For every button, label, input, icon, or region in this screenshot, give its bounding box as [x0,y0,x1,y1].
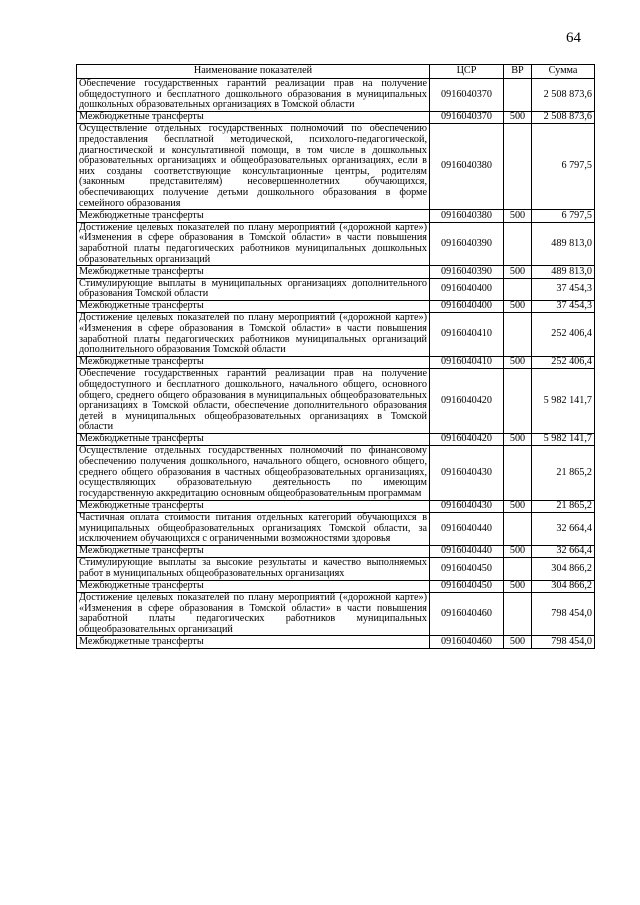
cell-sum: 304 866,2 [532,580,595,593]
table-row [77,210,595,223]
cell-vr: 500 [504,300,532,313]
cell-csr: 0916040390 [430,266,504,279]
cell-vr: 500 [504,356,532,369]
table-row [77,356,595,369]
cell-sum: 489 813,0 [532,222,595,265]
cell-vr: 500 [504,210,532,223]
table-row [77,593,595,636]
cell-vr: 500 [504,636,532,649]
table-row [77,636,595,649]
cell-sum: 798 454,0 [532,636,595,649]
cell-sum: 2 508 873,6 [532,79,595,112]
cell-csr: 0916040380 [430,124,504,210]
cell-csr: 0916040430 [430,500,504,513]
cell-sum: 798 454,0 [532,593,595,636]
cell-name: Межбюджетные трансферты [77,356,430,369]
cell-sum: 5 982 141,7 [532,433,595,446]
cell-name: Межбюджетные трансферты [77,545,430,558]
table-row [77,124,595,210]
cell-sum: 6 797,5 [532,124,595,210]
cell-vr: 500 [504,433,532,446]
cell-sum: 5 982 141,7 [532,369,595,434]
cell-vr: 500 [504,111,532,124]
header-sum: Сумма [532,65,595,79]
table-row [77,500,595,513]
header-csr: ЦСР [430,65,504,79]
table-row [77,446,595,500]
cell-vr [504,313,532,356]
cell-csr: 0916040410 [430,313,504,356]
cell-sum: 32 664,4 [532,513,595,546]
cell-name: Межбюджетные трансферты [77,266,430,279]
cell-csr: 0916040390 [430,222,504,265]
cell-vr [504,558,532,580]
cell-csr: 0916040380 [430,210,504,223]
cell-sum: 32 664,4 [532,545,595,558]
cell-sum: 252 406,4 [532,356,595,369]
cell-name: Обеспечение государственных гарантий реализации прав на получение общедоступного и бесплатного дошкольного образования в муниципальных дошкольных образовательных организациях в Томской области [77,79,430,112]
budget-table [76,64,595,649]
table-row [77,369,595,434]
cell-vr: 500 [504,580,532,593]
table-row [77,558,595,580]
table-row [77,513,595,546]
page-number: 64 [566,30,581,46]
header-vr: ВР [504,65,532,79]
cell-csr: 0916040430 [430,446,504,500]
cell-name: Межбюджетные трансферты [77,580,430,593]
cell-vr [504,593,532,636]
cell-sum: 252 406,4 [532,313,595,356]
cell-csr: 0916040420 [430,369,504,434]
cell-csr: 0916040460 [430,636,504,649]
cell-sum: 21 865,2 [532,500,595,513]
cell-name: Частичная оплата стоимости питания отдельных категорий обучающихся в муниципальных общеобразовательных организациях Томской области, за исключением обучающихся с ограниченными возможностями здоровья [77,513,430,546]
cell-name: Межбюджетные трансферты [77,500,430,513]
cell-csr: 0916040370 [430,111,504,124]
cell-name: Достижение целевых показателей по плану мероприятий («дорожной карте») «Изменения в сфере образования в Томской области» в части повышения заработной платы педагогических работников муниципальных организаций дополнительного образования Томской области [77,313,430,356]
cell-name: Стимулирующие выплаты в муниципальных организациях дополнительного образования Томской области [77,278,430,300]
cell-vr [504,369,532,434]
cell-csr: 0916040410 [430,356,504,369]
cell-name: Осуществление отдельных государственных полномочий по финансовому обеспечению получения дошкольного, начального общего, основного общего, среднего общего образования в частных общеобразовательных организациях, осуществляющих образовательную деятельность по имеющим государственную аккредитацию основным общеобразовательным программам [77,446,430,500]
table-row [77,580,595,593]
cell-sum: 37 454,3 [532,278,595,300]
table-row [77,313,595,356]
cell-csr: 0916040370 [430,79,504,112]
table-row [77,222,595,265]
table-row [77,79,595,112]
cell-csr: 0916040450 [430,580,504,593]
cell-name: Стимулирующие выплаты за высокие результаты и качество выполняемых работ в муниципальных общеобразовательных организациях [77,558,430,580]
table-row [77,266,595,279]
cell-name: Осуществление отдельных государственных полномочий по обеспечению предоставления бесплатной методической, психолого-педагогической, диагностической и консультативной помощи, в том числе в дошкольных образовательных организациях и общеобразовательных организациях, если в них созданы соответствующие консультационные центры, родителям (законным представителям) несовершеннолетних обучающихся, обеспечивающих получение детьми дошкольного образования в форме семейного образования [77,124,430,210]
cell-name: Межбюджетные трансферты [77,636,430,649]
cell-sum: 489 813,0 [532,266,595,279]
table-row [77,545,595,558]
cell-sum: 37 454,3 [532,300,595,313]
cell-vr [504,446,532,500]
cell-vr [504,513,532,546]
cell-csr: 0916040400 [430,278,504,300]
cell-vr: 500 [504,545,532,558]
cell-sum: 304 866,2 [532,558,595,580]
table-row [77,111,595,124]
table-row [77,300,595,313]
table-row [77,278,595,300]
cell-sum: 21 865,2 [532,446,595,500]
table-row [77,433,595,446]
cell-csr: 0916040400 [430,300,504,313]
cell-name: Межбюджетные трансферты [77,111,430,124]
header-name: Наименование показателей [77,65,430,79]
cell-csr: 0916040420 [430,433,504,446]
cell-csr: 0916040440 [430,545,504,558]
cell-vr [504,124,532,210]
cell-vr [504,79,532,112]
cell-name: Межбюджетные трансферты [77,210,430,223]
cell-sum: 6 797,5 [532,210,595,223]
table-header-row [77,65,595,79]
cell-name: Межбюджетные трансферты [77,300,430,313]
table-body [77,79,595,649]
cell-name: Достижение целевых показателей по плану мероприятий («дорожной карте») «Изменения в сфере образования в Томской области» в части повышения заработной платы педагогических работников муниципальных дошкольных образовательных организаций [77,222,430,265]
cell-name: Межбюджетные трансферты [77,433,430,446]
cell-vr: 500 [504,266,532,279]
cell-csr: 0916040460 [430,593,504,636]
cell-csr: 0916040450 [430,558,504,580]
cell-vr [504,278,532,300]
cell-vr [504,222,532,265]
cell-name: Обеспечение государственных гарантий реализации прав на получение общедоступного и бесплатного дошкольного, начального общего, основного общего, среднего общего образования в муниципальных общеобразовательных организациях в Томской области, обеспечение дополнительного образования детей в муниципальных общеобразовательных организациях в Томской области [77,369,430,434]
cell-vr: 500 [504,500,532,513]
cell-sum: 2 508 873,6 [532,111,595,124]
cell-name: Достижение целевых показателей по плану мероприятий («дорожной карте») «Изменения в сфере образования в Томской области» в части повышения заработной платы педагогических работников муниципальных общеобразовательных организаций [77,593,430,636]
cell-csr: 0916040440 [430,513,504,546]
